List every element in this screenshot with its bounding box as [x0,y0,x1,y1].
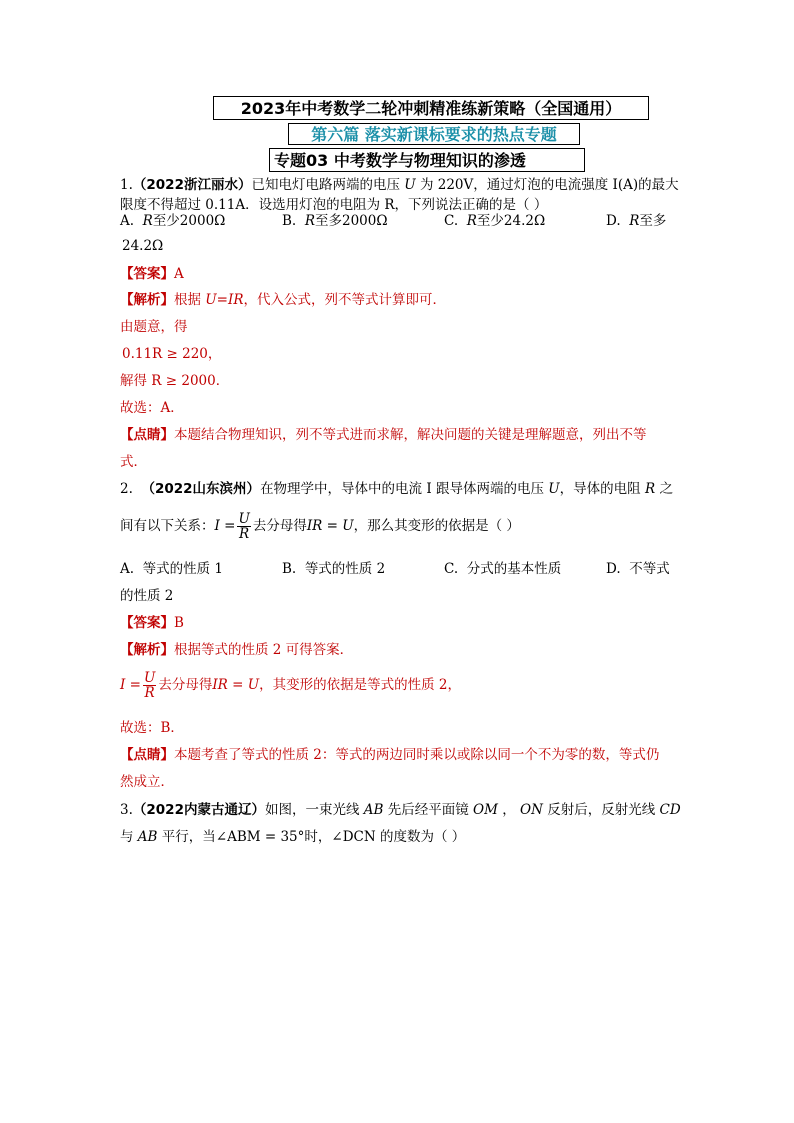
q2-line-2: 间有以下关系：I = $\frac{U}{R}$ 去分母得IR = U，那么其变形的依据是（ ） [120,511,520,542]
q1-option-a: 至少2000Ω [152,213,226,229]
q2-solution: I = $\frac{U}{R}$ 去分母得IR = U，其变形的依据是等式的性质 2， [120,670,461,701]
q3-line-1: 3.（2022内蒙古通辽）如图，一束光线 AB 先后经平面镜 OM ， ON 反射后，反射光线 CD [120,802,681,818]
q2-answer: 【答案】B [120,615,184,631]
q2-number: 2. [120,481,133,497]
q3-number: 3. [120,802,133,818]
q2-analysis: 【解析】根据等式的性质 2 可得答案． [120,642,354,658]
q1-analysis: 【解析】根据 U=IR，代入公式，列不等式计算即可． [120,292,446,308]
q1-comment: 【点睛】本题结合物理知识，列不等式进而求解，解决问题的关键是理解题意，列出不等 [120,427,647,443]
q2-fraction: $\frac{U}{R}$ [238,511,250,542]
q2-option-a: 等式的性质 1 [142,561,224,577]
q2-comment: 【点睛】本题考查了等式的性质 2：等式的两边同时乘以或除以同一个不为零的数，等式仍 [120,747,660,763]
part-title: 第六篇 落实新课标要求的热点专题 [288,123,580,145]
q2-option-b: 等式的性质 2 [304,561,386,577]
q1-source: （2022浙江丽水） [132,177,252,193]
q2-option-c: 分式的基本性质 [466,561,562,577]
q2-line-1: 2. （2022山东滨州）在物理学中，导体中的电流 I 跟导体两端的电压 U，导体的电阻 R 之 [120,481,673,497]
q1-option-b: 至多2000Ω [314,213,388,229]
q1-options: A. R至少2000Ω [120,213,226,229]
q1-line-1: 1.（2022浙江丽水）已知电灯电路两端的电压 U 为 220V，通过灯泡的电流强度 I(A)的最大 [120,177,679,193]
q1-option-d: 至多 [639,213,667,229]
q3-source: （2022内蒙古通辽） [132,802,265,818]
q1-line-2: 限度不得超过 0.11A．设选用灯泡的电阻为 R，下列说法正确的是（ ） [120,197,548,213]
q1-option-c: 至少24.2Ω [476,213,546,229]
topic-title: 专题03 中考数学与物理知识的渗透 [269,148,585,172]
q3-line-2: 与 AB 平行，当∠ABM = 35°时，∠DCN 的度数为（ ） [120,829,466,845]
q2-option-d: 不等式 [629,561,670,577]
q2-source: （2022山东滨州） [141,481,261,497]
q1-answer: 【答案】A [120,266,184,282]
document-title: 2023年中考数学二轮冲刺精准练新策略（全国通用） [213,96,649,120]
q1-number: 1. [120,177,133,193]
